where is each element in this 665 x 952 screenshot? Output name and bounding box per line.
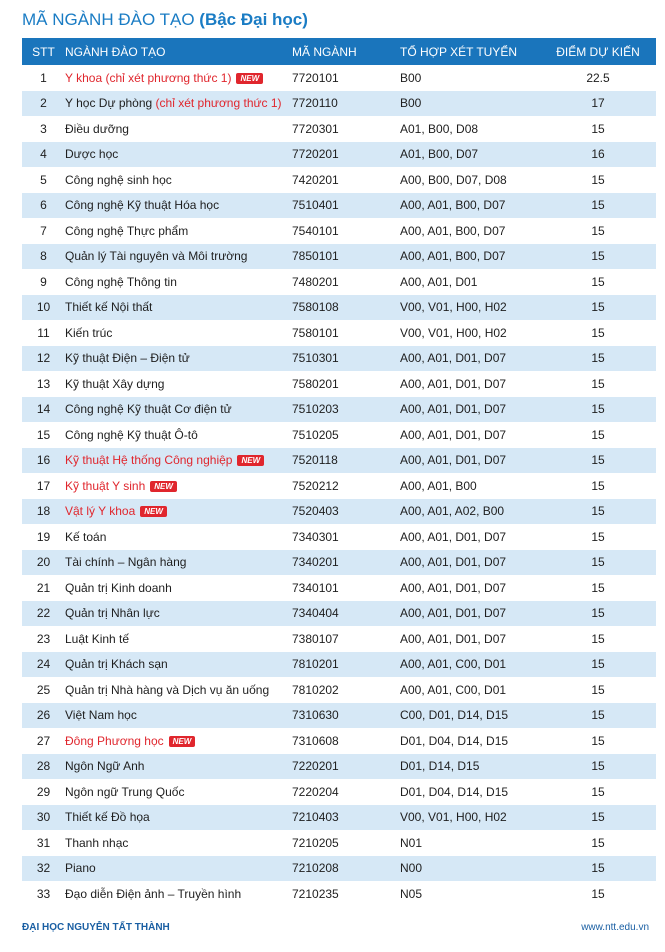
cell-stt: 9 <box>40 274 47 289</box>
cell-combo: V00, V01, H00, H02 <box>400 325 507 340</box>
major-name: Công nghệ sinh học <box>65 172 172 187</box>
cell-stt: 15 <box>36 427 51 442</box>
cell-name <box>65 142 292 168</box>
cell-code: 7340301 <box>292 529 339 544</box>
cell-combo: N01 <box>400 835 423 850</box>
cell-combo: V00, V01, H00, H02 <box>400 300 507 315</box>
cell-name <box>65 601 292 627</box>
table-row <box>22 91 656 117</box>
cell-score: 15 <box>591 121 605 136</box>
major-name: Ngôn Ngữ Anh <box>65 759 145 774</box>
cell-stt: 8 <box>40 249 47 264</box>
cell-combo: A00, A01, D01, D07 <box>400 453 507 468</box>
table-row <box>22 167 656 193</box>
cell-combo: V00, V01, H00, H02 <box>400 810 507 825</box>
major-name: Kỹ thuật Điện – Điện tử <box>65 351 190 366</box>
cell-name <box>65 728 292 754</box>
cell-name <box>65 91 292 117</box>
cell-name <box>65 371 292 397</box>
cell-combo: A00, A01, D01, D07 <box>400 376 507 391</box>
cell-combo: A00, A01, D01, D07 <box>400 402 507 417</box>
cell-score: 15 <box>591 172 605 187</box>
cell-code: 7340404 <box>292 606 339 621</box>
cell-code: 7520212 <box>292 478 339 493</box>
cell-name <box>65 550 292 576</box>
cell-stt: 18 <box>36 504 51 519</box>
cell-stt: 16 <box>36 453 51 468</box>
cell-combo: A00, A01, B00, D07 <box>400 223 506 238</box>
cell-score: 15 <box>591 657 605 672</box>
major-name: Việt Nam học <box>65 708 137 723</box>
cell-combo: A00, A01, D01, D07 <box>400 427 507 442</box>
major-name: Y khoa (chỉ xét phương thức 1) <box>65 70 232 85</box>
cell-score: 15 <box>591 810 605 825</box>
cell-name <box>65 65 292 91</box>
header-name: NGÀNH ĐÀO TẠO <box>65 44 166 59</box>
table-row <box>22 218 656 244</box>
cell-score: 15 <box>591 274 605 289</box>
cell-stt: 23 <box>36 631 51 646</box>
cell-name <box>65 448 292 474</box>
cell-score: 15 <box>591 682 605 697</box>
major-name: Thiết kế Nội thất <box>65 300 153 315</box>
table-row <box>22 499 656 525</box>
cell-stt: 31 <box>36 835 51 850</box>
cell-combo: B00 <box>400 96 422 111</box>
table-row <box>22 779 656 805</box>
table-row <box>22 269 656 295</box>
cell-score: 15 <box>591 835 605 850</box>
cell-score: 15 <box>591 708 605 723</box>
cell-combo: C00, D01, D14, D15 <box>400 708 509 723</box>
major-name: Vật lý Y khoa <box>65 504 136 519</box>
cell-combo: A01, B00, D07 <box>400 147 479 162</box>
cell-stt: 6 <box>40 198 47 213</box>
major-name: Công nghệ Kỹ thuật Ô-tô <box>65 427 198 442</box>
cell-name <box>65 779 292 805</box>
major-name: Kỹ thuật Y sinh <box>65 478 146 493</box>
major-name: Kỹ thuật Xây dựng <box>65 376 165 391</box>
cell-combo: A00, A01, D01, D07 <box>400 631 507 646</box>
cell-code: 7520118 <box>292 453 338 468</box>
cell-score: 15 <box>591 427 605 442</box>
table-row <box>22 244 656 270</box>
cell-code: 7420201 <box>292 172 339 187</box>
table-row <box>22 550 656 576</box>
major-name: Quản lý Tài nguyên và Môi trường <box>65 249 248 264</box>
cell-code: 7850101 <box>292 249 339 264</box>
cell-name <box>65 167 292 193</box>
table-row <box>22 320 656 346</box>
cell-combo: A00, A01, B00, D07 <box>400 198 506 213</box>
cell-code: 7340101 <box>292 580 339 595</box>
table-row <box>22 601 656 627</box>
cell-score: 15 <box>591 861 605 876</box>
cell-score: 15 <box>591 325 605 340</box>
cell-name <box>65 295 292 321</box>
major-name: Quản trị Kinh doanh <box>65 580 172 595</box>
cell-combo: A00, A01, D01, D07 <box>400 606 507 621</box>
table-row <box>22 346 656 372</box>
cell-name <box>65 320 292 346</box>
cell-code: 7220201 <box>292 759 339 774</box>
title-suffix: (Bậc Đại học) <box>199 10 308 29</box>
cell-name <box>65 422 292 448</box>
table-row <box>22 626 656 652</box>
footer-website-link[interactable]: www.ntt.edu.vn <box>581 922 649 933</box>
cell-stt: 3 <box>40 121 47 136</box>
major-note: (chỉ xét phương thức 1) <box>155 96 282 111</box>
cell-stt: 27 <box>36 733 51 748</box>
table-row <box>22 652 656 678</box>
cell-code: 7510401 <box>292 198 339 213</box>
cell-score: 15 <box>591 351 605 366</box>
new-badge: NEW <box>169 736 196 747</box>
major-name: Kiến trúc <box>65 325 113 340</box>
cell-stt: 26 <box>36 708 51 723</box>
cell-stt: 32 <box>36 861 51 876</box>
cell-name <box>65 703 292 729</box>
major-name: Luật Kinh tế <box>65 631 130 646</box>
table-row <box>22 754 656 780</box>
cell-stt: 33 <box>36 886 51 901</box>
new-badge: NEW <box>150 481 177 492</box>
table-row <box>22 805 656 831</box>
table-row <box>22 397 656 423</box>
major-name: Đạo diễn Điện ảnh – Truyền hình <box>65 886 242 901</box>
table-row <box>22 881 656 907</box>
cell-score: 15 <box>591 223 605 238</box>
cell-score: 22.5 <box>586 70 610 85</box>
cell-score: 17 <box>591 96 605 111</box>
cell-name <box>65 116 292 142</box>
cell-stt: 22 <box>36 606 51 621</box>
cell-stt: 17 <box>36 478 51 493</box>
cell-name <box>65 830 292 856</box>
major-name: Ngôn ngữ Trung Quốc <box>65 784 185 799</box>
cell-code: 7310608 <box>292 733 339 748</box>
page-title <box>22 10 308 30</box>
major-name: Piano <box>65 861 96 876</box>
cell-code: 7510203 <box>292 402 339 417</box>
cell-combo: A00, A01, B00, D07 <box>400 249 506 264</box>
cell-stt: 7 <box>40 223 47 238</box>
cell-combo: A00, A01, B00 <box>400 478 477 493</box>
cell-score: 15 <box>591 555 605 570</box>
cell-score: 15 <box>591 733 605 748</box>
cell-code: 7310630 <box>292 708 339 723</box>
table-row <box>22 575 656 601</box>
cell-score: 15 <box>591 606 605 621</box>
cell-combo: N00 <box>400 861 423 876</box>
cell-score: 15 <box>591 759 605 774</box>
cell-stt: 1 <box>40 70 47 85</box>
header-combo: TỔ HỢP XÉT TUYỂN <box>400 44 517 59</box>
major-name: Đông Phương học <box>65 733 164 748</box>
cell-combo: A00, A01, D01, D07 <box>400 529 507 544</box>
cell-name <box>65 677 292 703</box>
cell-stt: 25 <box>36 682 51 697</box>
cell-code: 7720101 <box>292 70 339 85</box>
cell-code: 7580201 <box>292 376 339 391</box>
cell-stt: 5 <box>40 172 47 187</box>
cell-combo: A00, A01, D01, D07 <box>400 351 507 366</box>
header-stt: STT <box>32 44 55 59</box>
cell-name <box>65 244 292 270</box>
major-name: Kỹ thuật Hệ thống Công nghiệp <box>65 453 233 468</box>
table-row <box>22 116 656 142</box>
cell-combo: A00, B00, D07, D08 <box>400 172 507 187</box>
cell-name <box>65 346 292 372</box>
table-row <box>22 524 656 550</box>
cell-name <box>65 652 292 678</box>
table-row <box>22 65 656 91</box>
table-row <box>22 193 656 219</box>
cell-combo: A00, A01, C00, D01 <box>400 682 507 697</box>
cell-score: 15 <box>591 886 605 901</box>
cell-score: 15 <box>591 300 605 315</box>
cell-combo: D01, D14, D15 <box>400 759 480 774</box>
cell-stt: 11 <box>37 325 50 340</box>
cell-score: 15 <box>591 504 605 519</box>
cell-combo: D01, D04, D14, D15 <box>400 733 509 748</box>
major-name: Quản trị Nhà hàng và Dịch vụ ăn uống <box>65 682 270 697</box>
cell-stt: 10 <box>36 300 51 315</box>
cell-name <box>65 881 292 907</box>
major-name: Kế toán <box>65 529 107 544</box>
cell-combo: A00, A01, D01 <box>400 274 478 289</box>
cell-score: 15 <box>591 453 605 468</box>
cell-name <box>65 269 292 295</box>
cell-name <box>65 473 292 499</box>
major-name: Thanh nhạc <box>65 835 129 850</box>
cell-code: 7580108 <box>292 300 339 315</box>
cell-code: 7510301 <box>292 351 339 366</box>
table-row <box>22 371 656 397</box>
cell-code: 7540101 <box>292 223 339 238</box>
major-name: Công nghệ Kỹ thuật Cơ điện tử <box>65 402 232 417</box>
table-row <box>22 856 656 882</box>
cell-name <box>65 754 292 780</box>
cell-name <box>65 193 292 219</box>
cell-score: 15 <box>591 580 605 595</box>
cell-code: 7340201 <box>292 555 339 570</box>
cell-score: 15 <box>591 529 605 544</box>
cell-stt: 21 <box>36 580 51 595</box>
cell-score: 15 <box>591 402 605 417</box>
cell-code: 7210208 <box>292 861 339 876</box>
cell-name <box>65 856 292 882</box>
cell-code: 7810201 <box>292 657 339 672</box>
cell-code: 7210403 <box>292 810 339 825</box>
cell-code: 7210205 <box>292 835 339 850</box>
new-badge: NEW <box>237 455 264 466</box>
major-name: Công nghệ Thông tin <box>65 274 177 289</box>
cell-name <box>65 499 292 525</box>
table-row <box>22 830 656 856</box>
cell-combo: A00, A01, C00, D01 <box>400 657 507 672</box>
cell-stt: 24 <box>36 657 51 672</box>
cell-code: 7720110 <box>292 96 338 111</box>
new-badge: NEW <box>140 506 167 517</box>
table-row <box>22 473 656 499</box>
table-header-row <box>22 38 656 65</box>
cell-stt: 14 <box>36 402 51 417</box>
major-name: Điều dưỡng <box>65 121 129 136</box>
majors-table <box>22 38 656 907</box>
cell-score: 15 <box>591 478 605 493</box>
cell-stt: 13 <box>36 376 51 391</box>
cell-combo: A00, A01, D01, D07 <box>400 580 507 595</box>
table-row <box>22 422 656 448</box>
cell-score: 15 <box>591 249 605 264</box>
title-prefix: MÃ NGÀNH ĐÀO TẠO <box>22 10 195 29</box>
cell-code: 7380107 <box>292 631 339 646</box>
header-code: MÃ NGÀNH <box>292 44 357 59</box>
cell-stt: 20 <box>36 555 51 570</box>
cell-name <box>65 524 292 550</box>
cell-code: 7210235 <box>292 886 339 901</box>
cell-combo: A01, B00, D08 <box>400 121 479 136</box>
table-row <box>22 142 656 168</box>
cell-code: 7720201 <box>292 147 339 162</box>
major-name: Thiết kế Đồ họa <box>65 810 150 825</box>
cell-stt: 30 <box>36 810 51 825</box>
table-row <box>22 728 656 754</box>
cell-stt: 12 <box>36 351 51 366</box>
cell-name <box>65 626 292 652</box>
cell-stt: 4 <box>40 147 47 162</box>
cell-score: 15 <box>591 376 605 391</box>
cell-code: 7480201 <box>292 274 339 289</box>
table-row <box>22 448 656 474</box>
cell-code: 7510205 <box>292 427 339 442</box>
footer-university-name: ĐẠI HỌC NGUYỄN TẤT THÀNH <box>22 922 170 933</box>
cell-code: 7580101 <box>292 325 339 340</box>
cell-combo: B00 <box>400 70 422 85</box>
cell-code: 7720301 <box>292 121 339 136</box>
cell-score: 15 <box>591 631 605 646</box>
major-name: Dược học <box>65 147 119 162</box>
cell-code: 7520403 <box>292 504 339 519</box>
cell-score: 15 <box>591 784 605 799</box>
header-score: ĐIỂM DỰ KIẾN <box>556 44 640 59</box>
cell-stt: 28 <box>36 759 51 774</box>
table-row <box>22 703 656 729</box>
cell-combo: A00, A01, D01, D07 <box>400 555 507 570</box>
cell-name <box>65 218 292 244</box>
cell-stt: 19 <box>36 529 51 544</box>
cell-code: 7810202 <box>292 682 339 697</box>
cell-code: 7220204 <box>292 784 339 799</box>
cell-name <box>65 805 292 831</box>
cell-combo: D01, D04, D14, D15 <box>400 784 509 799</box>
major-name: Quản trị Khách sạn <box>65 657 168 672</box>
major-name: Quản trị Nhân lực <box>65 606 160 621</box>
cell-score: 16 <box>591 147 605 162</box>
table-row <box>22 295 656 321</box>
major-name: Tài chính – Ngân hàng <box>65 555 187 570</box>
major-name: Công nghệ Thực phẩm <box>65 223 189 238</box>
cell-name <box>65 397 292 423</box>
new-badge: NEW <box>236 73 263 84</box>
cell-combo: N05 <box>400 886 423 901</box>
cell-score: 15 <box>591 198 605 213</box>
cell-stt: 2 <box>40 96 47 111</box>
cell-combo: A00, A01, A02, B00 <box>400 504 505 519</box>
table-row <box>22 677 656 703</box>
cell-stt: 29 <box>36 784 51 799</box>
major-name: Y học Dự phòng <box>65 96 156 111</box>
cell-name <box>65 575 292 601</box>
major-name: Công nghệ Kỹ thuật Hóa học <box>65 198 220 213</box>
